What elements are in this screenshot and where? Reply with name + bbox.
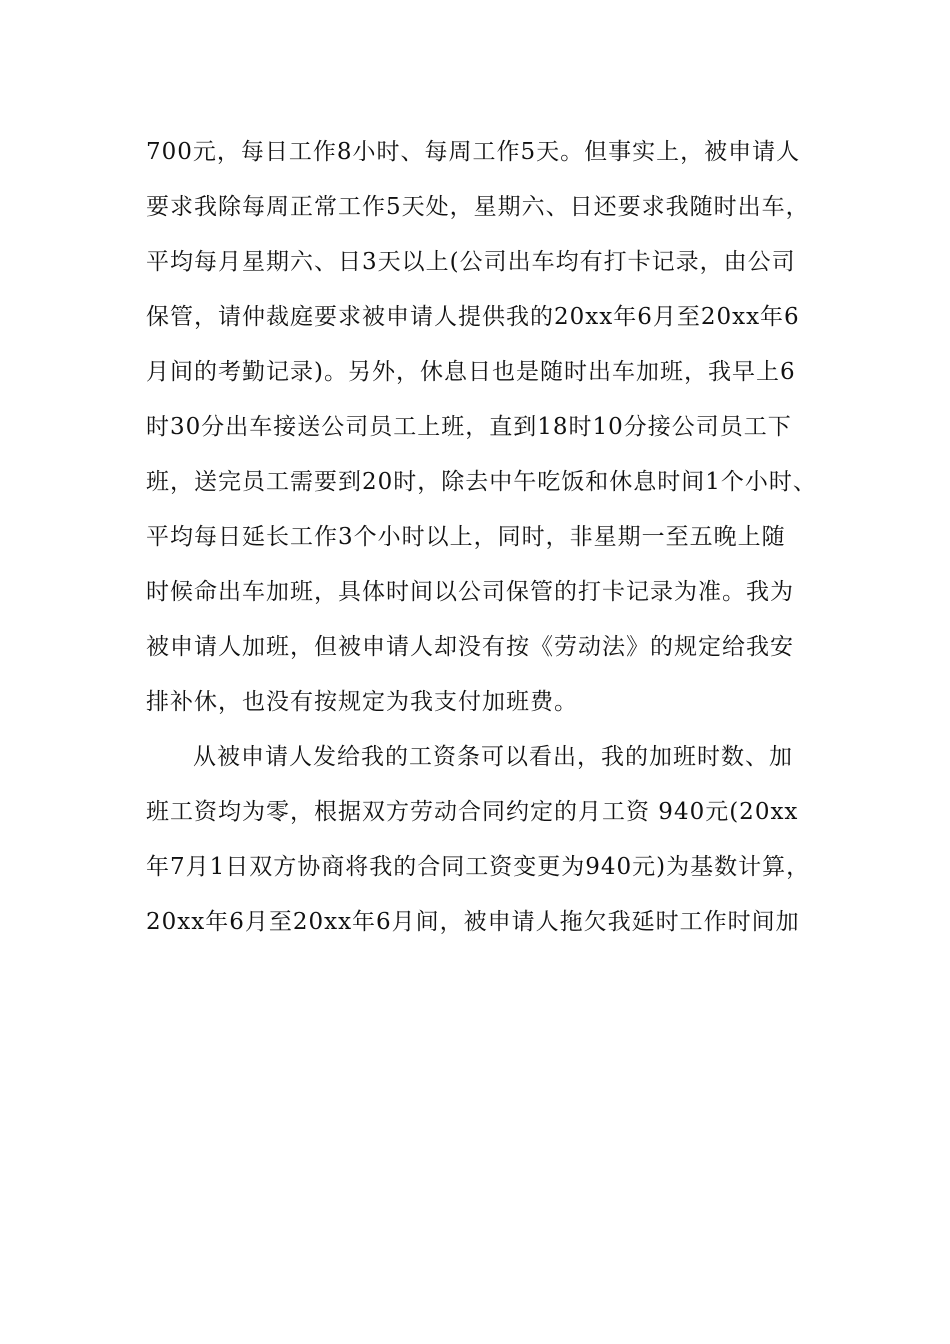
text-line: 700元，每日工作8小时、每周工作5天。但事实上，被申请人: [146, 139, 801, 165]
text-line: 平均每月星期六、日3天以上(公司出车均有打卡记录，由公司: [146, 249, 796, 275]
text-line: 被申请人加班，但被申请人却没有按《劳动法》的规定给我安: [146, 634, 794, 660]
text-line: 时候命出车加班，具体时间以公司保管的打卡记录为准。我为: [146, 579, 794, 605]
text-line: 时30分出车接送公司员工上班，直到18时10分接公司员工下: [146, 414, 792, 440]
text-line: 20xx年6月至20xx年6月间，被申请人拖欠我延时工作时间加: [146, 909, 800, 935]
document-body: [146, 130, 826, 955]
text-line: 排补休，也没有按规定为我支付加班费。: [146, 689, 578, 715]
paragraph-start-line: 从被申请人发给我的工资条可以看出，我的加班时数、加: [193, 744, 793, 770]
text-line: 班工资均为零，根据双方劳动合同约定的月工资 940元(20xx: [146, 799, 799, 825]
text-line: 月间的考勤记录)。另外，休息日也是随时出车加班，我早上6: [146, 359, 796, 385]
text-line: 班，送完员工需要到20时，除去中午吃饭和休息时间1个小时、: [146, 469, 817, 495]
text-line: 年7月1日双方协商将我的合同工资变更为940元)为基数计算，: [146, 854, 811, 880]
text-line: 平均每日延长工作3个小时以上，同时，非星期一至五晚上随: [146, 524, 786, 550]
text-line: 要求我除每周正常工作5天处，星期六、日还要求我随时出车，: [146, 194, 810, 220]
text-line: 保管，请仲裁庭要求被申请人提供我的20xx年6月至20xx年6: [146, 304, 800, 330]
